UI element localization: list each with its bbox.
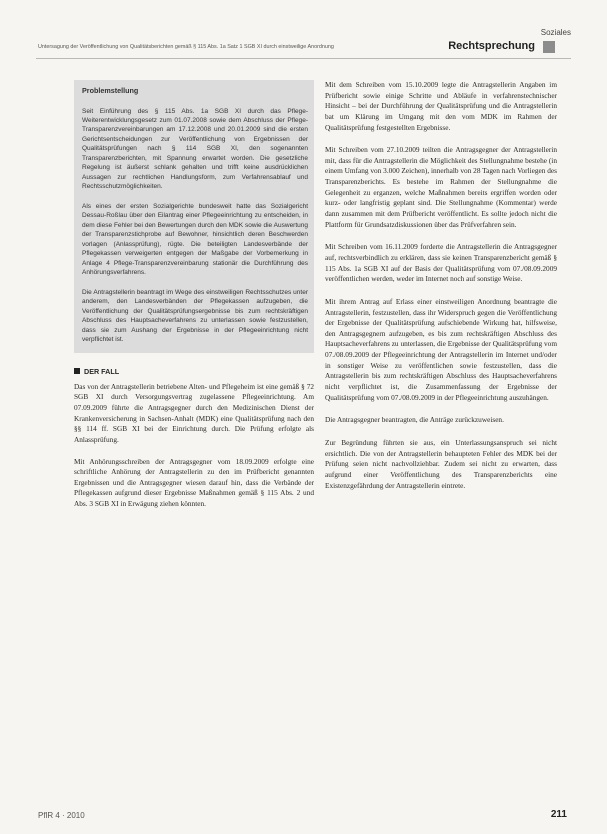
section-label: Soziales	[540, 28, 571, 37]
page-number: 211	[550, 809, 567, 820]
body-paragraph: Zur Begründung führten sie aus, ein Unterlassungsanspruch sei nicht ersichtlich. Die von der Antragstellerin behaupteten Fehler des MDK bei der Prüfung seien nicht nachvollziehbar. Zudem sei nicht zu erwarten, dass aufgrund einer Veröffentlichung des Transparenzberichts eine Existenzgefährdung der Antragstellerin eintrete.	[325, 437, 557, 490]
problem-title: Problemstellung	[82, 86, 139, 95]
running-header: Untersagung der Veröffentlichung von Qualitätsberichten gemäß § 115 Abs. 1a Satz 1 SGB XI durch einstweilige Anordnung	[38, 44, 334, 50]
header-divider	[36, 58, 571, 59]
body-paragraph: Mit Schreiben vom 16.11.2009 forderte die Antragstellerin die Antragsgegner auf, rechtsverbindlich zu erklären, dass sie keinen Transparenzbericht gemäß § 115 Abs. 1a SGB XI auf der Basis der Qualitätsprüfung vom 07./08.09.2009 veröffentlichen werden, weder im Internet noch auf sonstige Weise.	[325, 242, 557, 284]
problem-statement-box	[74, 80, 314, 353]
problem-paragraph: Die Antragstellerin beantragt im Wege des einstweiligen Rechtsschutzes unter anderem, den Landesverbänden der Pflegekassen aufzugeben, die Veröffentlichung der Qualitätsprüfungsergebnisse bis zum rechtskräftigen Abschluss des Hauptsacheverfahrens zu unterlassen sowie festzustellen, dass sie zum Aushang der Ergebnisse in der Pflegeeinrichtung nicht verpflichtet ist.	[82, 288, 308, 344]
section-bullet-icon	[74, 368, 80, 374]
footer-journal: PflR 4 · 2010	[38, 811, 85, 820]
body-paragraph: Mit ihrem Antrag auf Erlass einer einstweiligen Anordnung beantragte die Antragstellerin, festzustellen, dass ihr Widerspruch gegen die Veröffentlichung der Ergebnisse der Qualitätsprüfung aufschiebende Wirkung hat, hilfsweise, den Antragsgegnern aufzugeben, es bis zum rechtskräftigen Abschluss des Hauptsacheverfahrens zu unterlassen, die Ergebnisse der Qualitätsprüfung vom 07./08.09.2009 der Pflegeeinrichtung der Antragstellerin im Internet und/oder in sonstiger Weise zu veröffentlichen sowie festzustellen, dass die Antragstellerin bis zum rechtskräftigen Abschluss des Hauptsacheverfahrens nicht verpflichtet ist, die Zusammenfassung der Ergebnisse der Qualitätsprüfung vom 07./08.09.2009 in der Pflegeeinrichtung auszuhängen.	[325, 296, 557, 402]
header-section-title: Rechtsprechung	[448, 40, 535, 52]
der-fall-heading	[74, 367, 314, 376]
body-paragraph: Das von der Antragstellerin betriebene Alten- und Pflegeheim ist eine gemäß § 72 SGB XI durch Versorgungsvertrag zugelassene Pflegeeinrichtung. Am 07.09.2009 führte die Antragsgegner durch den Medizinischen Dienst der Krankenversicherung in Sachsen-Anhalt (MDK) eine Qualitätsprüfung nach den §§ 114 ff. SGB XI bei der Einrichtung durch. Die Prüfung erfolgte als Anlassprüfung.	[74, 381, 314, 444]
right-column	[325, 80, 557, 503]
left-column	[74, 80, 314, 521]
der-fall-heading-text: DER FALL	[84, 366, 120, 376]
header-marker-box	[543, 41, 555, 53]
problem-paragraph: Seit Einführung des § 115 Abs. 1a SGB XI durch das Pflege-Weiterentwicklungsgesetz zum 01.07.2008 sowie dem Abschluss der Pflege-Transparenzvereinbarungen am 17.12.2008 und 20.01.2009 sind die ersten Gerichtsentscheidungen zur Veröffentlichung von Ergebnissen der Qualitätsprüfungen nach § 114 SGB XI, den sogenannten Transparenzberichten, mit Spannung erwartet worden. Die gesetzliche Regelung ist äußerst schlank gehalten und trifft keine ausdrücklichen Aussagen zur rechtlichen Handlungsform, zum Verfahrensablauf und Rechtsschutzmöglichkeiten.	[82, 107, 308, 191]
body-paragraph: Mit Anhörungsschreiben der Antragsgegner vom 18.09.2009 erfolgte eine schriftliche Anhörung der Antragstellerin zu den im Prüfbericht genannten Ergebnissen und die Antragsgegner wiesen darauf hin, dass die Verbände der Pflegekassen aufgrund dieser Ergebnisse Maßnahmen gemäß § 115 Abs. 2 und Abs. 3 SGB XI in Erwägung ziehen könnten.	[74, 456, 314, 509]
body-paragraph: Die Antragsgegner beantragten, die Anträge zurückzuweisen.	[325, 415, 504, 425]
problem-paragraph: Als eines der ersten Sozialgerichte bundesweit hatte das Sozialgericht Dessau-Roßlau über den Eilantrag einer Pflegeeinrichtung zu entscheiden, in dem diese Fehler bei den Bewertungen durch den MDK sowie die Auswertung der Transparenzstichprobe auf Bewohner, hinsichtlich deren Beschwerden vorlagen (Anlassprüfung), rügte. Die beteiligten Landesverbände der Pflegekassen verweigerten entgegen der Maßgabe der Vorbemerkung in Anlage 4 Pflege-Transparenzvereinbarung stationär die Durchführung des Anhörungsverfahrens.	[82, 202, 308, 277]
body-paragraph: Mit Schreiben vom 27.10.2009 teilten die Antragsgegner der Antragstellerin mit, dass für die Antragstellerin die Möglichkeit des Stellungnahme bestehe (in einem Umfang von 3.000 Zeichen), innerhalb von 28 Tagen nach Vorliegen des Transparenzberichts. Es bestehe im Rahmen der Stellungnahme die Gelegenheit zu erganzen, welche Maßnahmen bereits ergriffen worden oder kurz- oder langfristig geplant sind. Die Stellungnahme (Kommentar) werde dann zusammen mit dem Prüfbericht veröffentlicht. Es sollte jedoch nicht die Plattform für Grundsatzdiskussionen über das Prüfverfahren sein.	[325, 145, 557, 229]
body-paragraph: Mit dem Schreiben vom 15.10.2009 legte die Antragstellerin Angaben im Prüfbericht sowie einige Schritte und Abläufe in verfahrenstechnischer Hinsicht – bei der Durchführung der Qualitätsprüfung und die Antragstellerin bat um Klärung im Umgang mit den vom MDK im Rahmen der Qualitätsprüfung festgestellten Ergebnisse.	[325, 80, 557, 132]
